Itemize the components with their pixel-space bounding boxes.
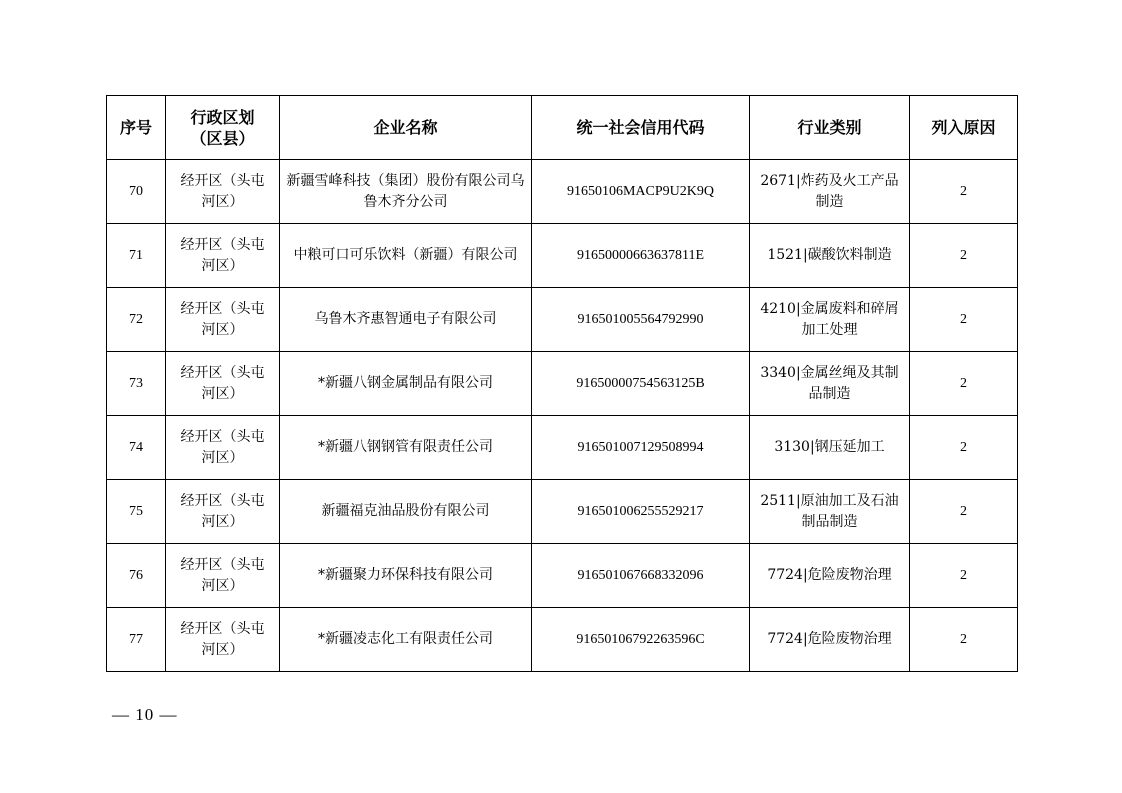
cell-credit-code: 916501067668332096 <box>532 544 750 608</box>
table-row <box>107 288 1018 352</box>
cell-industry: 4210|金属废料和碎屑加工处理 <box>750 288 910 352</box>
cell-seq: 73 <box>107 352 166 416</box>
cell-seq: 70 <box>107 160 166 224</box>
cell-company: 乌鲁木齐惠智通电子有限公司 <box>280 288 532 352</box>
cell-seq: 75 <box>107 480 166 544</box>
header-industry: 行业类别 <box>750 96 910 160</box>
cell-reason: 2 <box>910 224 1018 288</box>
cell-credit-code: 91650106MACP9U2K9Q <box>532 160 750 224</box>
cell-district-line2: 河区） <box>201 449 244 466</box>
cell-district-line1: 经开区（头屯 <box>180 620 265 637</box>
cell-reason: 2 <box>910 160 1018 224</box>
cell-district-line2: 河区） <box>201 577 244 594</box>
cell-district <box>166 480 280 544</box>
cell-industry: 2511|原油加工及石油制品制造 <box>750 480 910 544</box>
cell-district <box>166 352 280 416</box>
cell-reason: 2 <box>910 608 1018 672</box>
cell-district-line1: 经开区（头屯 <box>180 556 265 573</box>
cell-seq: 72 <box>107 288 166 352</box>
cell-district-line2: 河区） <box>201 321 244 338</box>
header-credit-code: 统一社会信用代码 <box>532 96 750 160</box>
cell-seq: 71 <box>107 224 166 288</box>
cell-district <box>166 288 280 352</box>
cell-district <box>166 224 280 288</box>
cell-district-line1: 经开区（头屯 <box>180 236 265 253</box>
cell-seq: 76 <box>107 544 166 608</box>
page-number: — 10 — <box>112 705 178 724</box>
cell-reason: 2 <box>910 480 1018 544</box>
table-row <box>107 224 1018 288</box>
cell-industry: 1521|碳酸饮料制造 <box>750 224 910 288</box>
header-district <box>166 96 280 160</box>
cell-district-line1: 经开区（头屯 <box>180 364 265 381</box>
cell-company: 新疆雪峰科技（集团）股份有限公司乌鲁木齐分公司 <box>280 160 532 224</box>
cell-credit-code: 916501006255529217 <box>532 480 750 544</box>
cell-credit-code: 91650106792263596C <box>532 608 750 672</box>
cell-industry: 3340|金属丝绳及其制品制造 <box>750 352 910 416</box>
cell-credit-code: 91650000754563125B <box>532 352 750 416</box>
table-row <box>107 608 1018 672</box>
cell-industry: 7724|危险废物治理 <box>750 544 910 608</box>
header-district-line1: 行政区划 <box>190 107 255 127</box>
cell-district <box>166 544 280 608</box>
cell-credit-code: 916501005564792990 <box>532 288 750 352</box>
cell-district-line2: 河区） <box>201 257 244 274</box>
table-row <box>107 352 1018 416</box>
table-row <box>107 480 1018 544</box>
table-row <box>107 160 1018 224</box>
cell-reason: 2 <box>910 544 1018 608</box>
cell-district-line1: 经开区（头屯 <box>180 172 265 189</box>
cell-reason: 2 <box>910 352 1018 416</box>
cell-seq: 74 <box>107 416 166 480</box>
cell-district-line1: 经开区（头屯 <box>180 300 265 317</box>
cell-district-line1: 经开区（头屯 <box>180 492 265 509</box>
cell-district-line2: 河区） <box>201 385 244 402</box>
cell-district <box>166 608 280 672</box>
cell-company: *新疆八钢钢管有限责任公司 <box>280 416 532 480</box>
cell-credit-code: 91650000663637811E <box>532 224 750 288</box>
table-row <box>107 416 1018 480</box>
cell-district-line2: 河区） <box>201 641 244 658</box>
cell-district-line1: 经开区（头屯 <box>180 428 265 445</box>
cell-industry: 7724|危险废物治理 <box>750 608 910 672</box>
cell-district-line2: 河区） <box>201 193 244 210</box>
cell-district <box>166 416 280 480</box>
header-district-line2: （区县） <box>190 128 255 148</box>
cell-district-line2: 河区） <box>201 513 244 530</box>
header-company: 企业名称 <box>280 96 532 160</box>
table-header-row <box>107 96 1018 160</box>
cell-district <box>166 160 280 224</box>
cell-reason: 2 <box>910 288 1018 352</box>
cell-reason: 2 <box>910 416 1018 480</box>
header-seq: 序号 <box>107 96 166 160</box>
table-row <box>107 544 1018 608</box>
cell-company: *新疆八钢金属制品有限公司 <box>280 352 532 416</box>
cell-industry: 3130|钢压延加工 <box>750 416 910 480</box>
enterprise-list-table <box>106 95 1018 672</box>
cell-company: *新疆聚力环保科技有限公司 <box>280 544 532 608</box>
cell-company: 中粮可口可乐饮料（新疆）有限公司 <box>280 224 532 288</box>
cell-company: *新疆凌志化工有限责任公司 <box>280 608 532 672</box>
cell-company: 新疆福克油品股份有限公司 <box>280 480 532 544</box>
cell-credit-code: 916501007129508994 <box>532 416 750 480</box>
cell-industry: 2671|炸药及火工产品制造 <box>750 160 910 224</box>
cell-seq: 77 <box>107 608 166 672</box>
header-reason: 列入原因 <box>910 96 1018 160</box>
